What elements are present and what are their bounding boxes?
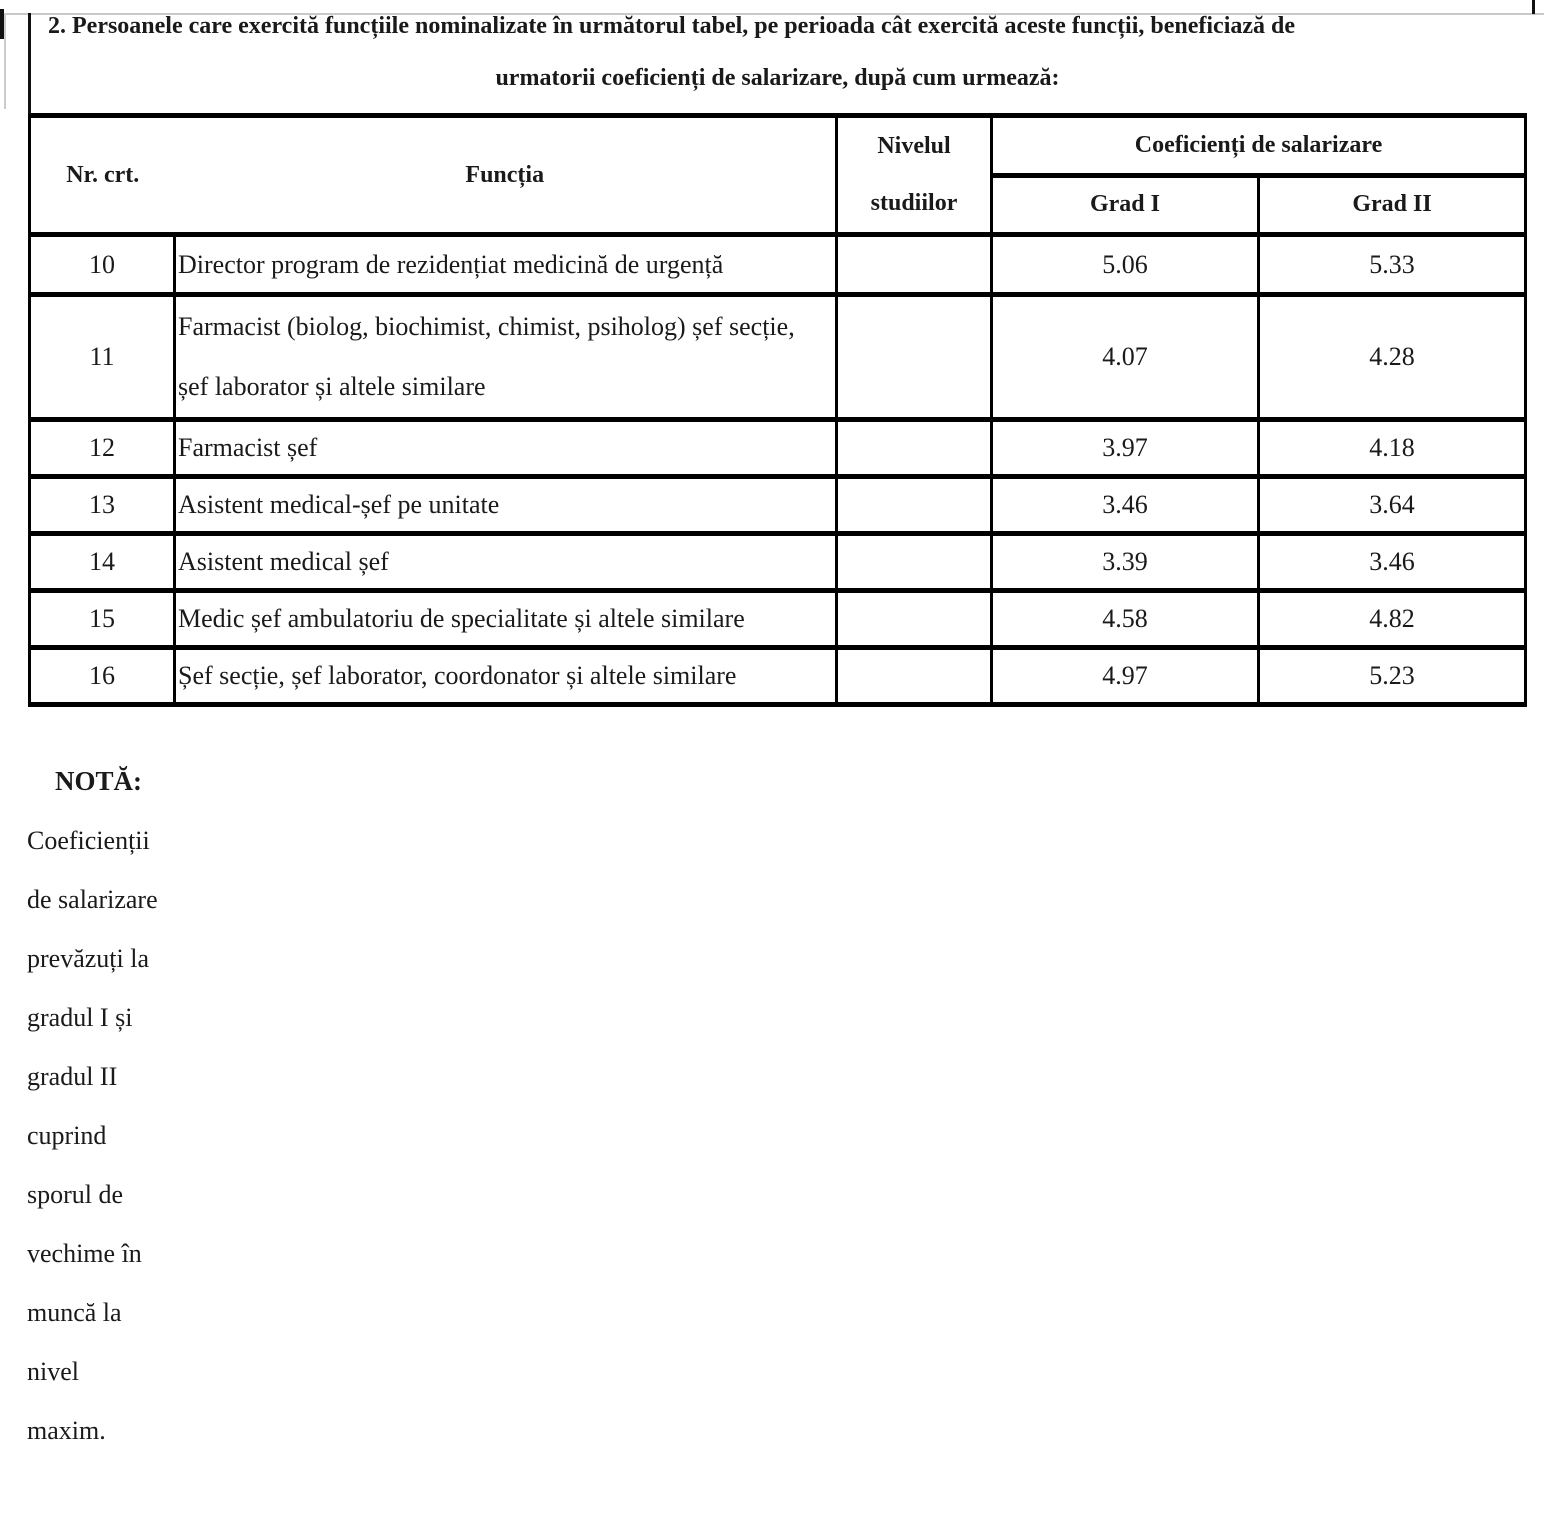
- cell-grad2: 3.64: [1259, 477, 1526, 534]
- cell-functia: Asistent medical șef: [175, 534, 837, 591]
- table-header: [30, 116, 1526, 235]
- nota-title: NOTĂ:: [55, 766, 142, 796]
- intro-paragraph: [31, 0, 1524, 104]
- nota-line: Coeficienții: [27, 826, 150, 855]
- nota-line: nivel: [27, 1357, 79, 1386]
- col-header-nivelul-line2: studiilor: [870, 190, 958, 216]
- table-row: [30, 534, 1526, 591]
- cell-nivel: [837, 235, 992, 295]
- cell-nr: 16: [30, 648, 175, 705]
- table-row: [30, 477, 1526, 534]
- cell-nivel: [837, 534, 992, 591]
- cell-functia: Director program de rezidențiat medicină de urgență: [175, 235, 837, 295]
- cell-nr: 13: [30, 477, 175, 534]
- table-row: [30, 295, 1526, 420]
- page-left-edge-line: [4, 13, 6, 109]
- table-row: [30, 420, 1526, 477]
- crop-mark-top-left: [0, 9, 4, 39]
- col-header-coeficienti: Coeficienți de salarizare: [992, 116, 1526, 176]
- cell-grad1: 3.46: [992, 477, 1259, 534]
- intro-line-1: 2. Persoanele care exercită funcțiile nominalizate în următorul tabel, pe perioada cât exercită aceste funcții, beneficiază de: [48, 13, 1296, 39]
- nota-line: prevăzuți la: [27, 944, 149, 973]
- cell-nivel: [837, 648, 992, 705]
- nota-line: muncă la: [27, 1298, 122, 1327]
- cell-nr: 14: [30, 534, 175, 591]
- cell-grad2: 5.23: [1259, 648, 1526, 705]
- cell-nivel: [837, 591, 992, 648]
- cell-grad2: 4.18: [1259, 420, 1526, 477]
- nota-line: gradul II: [27, 1062, 118, 1091]
- cell-grad2: 4.28: [1259, 295, 1526, 420]
- nota-section: [27, 752, 1544, 1460]
- col-header-functia: Funcția: [175, 116, 837, 235]
- table-row: [30, 235, 1526, 295]
- nota-line: sporul de: [27, 1180, 124, 1209]
- cell-nivel: [837, 477, 992, 534]
- table-header-row-1: [30, 116, 1526, 176]
- col-header-nivelul-line1: Nivelul: [877, 133, 951, 159]
- col-header-nivelul-studiilor: [837, 116, 992, 235]
- crop-mark-top-right: [1532, 0, 1535, 14]
- cell-nr: 15: [30, 591, 175, 648]
- nota-line: maxim.: [27, 1416, 106, 1445]
- col-header-grad-2: Grad II: [1259, 175, 1526, 235]
- cell-functia: Farmacist (biolog, biochimist, chimist, psiholog) șef secție, șef laborator și altele similare: [175, 295, 837, 420]
- nota-line: cuprind: [27, 1121, 107, 1150]
- cell-grad1: 3.97: [992, 420, 1259, 477]
- cell-functia: Farmacist șef: [175, 420, 837, 477]
- col-header-grad-1: Grad I: [992, 175, 1259, 235]
- table-row: [30, 591, 1526, 648]
- cell-functia: Șef secție, șef laborator, coordonator și altele similare: [175, 648, 837, 705]
- cell-grad2: 4.82: [1259, 591, 1526, 648]
- cell-grad2: 3.46: [1259, 534, 1526, 591]
- cell-grad2: 5.33: [1259, 235, 1526, 295]
- cell-grad1: 4.97: [992, 648, 1259, 705]
- nota-line: de salarizare: [27, 885, 158, 914]
- table-body: [30, 235, 1526, 705]
- col-header-nr-crt: Nr. crt.: [30, 116, 175, 235]
- nota-line: gradul I și: [27, 1003, 133, 1032]
- cell-nr: 10: [30, 235, 175, 295]
- cell-grad1: 3.39: [992, 534, 1259, 591]
- intro-line-2: urmatorii coeficienți de salarizare, după cum urmează:: [495, 65, 1060, 91]
- cell-nr: 11: [30, 295, 175, 420]
- cell-nr: 12: [30, 420, 175, 477]
- cell-functia: Asistent medical-șef pe unitate: [175, 477, 837, 534]
- cell-functia: Medic șef ambulatoriu de specialitate și altele similare: [175, 591, 837, 648]
- cell-grad1: 4.58: [992, 591, 1259, 648]
- salary-coefficients-table: [28, 113, 1527, 707]
- cell-nivel: [837, 420, 992, 477]
- nota-line: vechime în: [27, 1239, 142, 1268]
- table-row: [30, 648, 1526, 705]
- cell-nivel: [837, 295, 992, 420]
- cell-grad1: 5.06: [992, 235, 1259, 295]
- cell-grad1: 4.07: [992, 295, 1259, 420]
